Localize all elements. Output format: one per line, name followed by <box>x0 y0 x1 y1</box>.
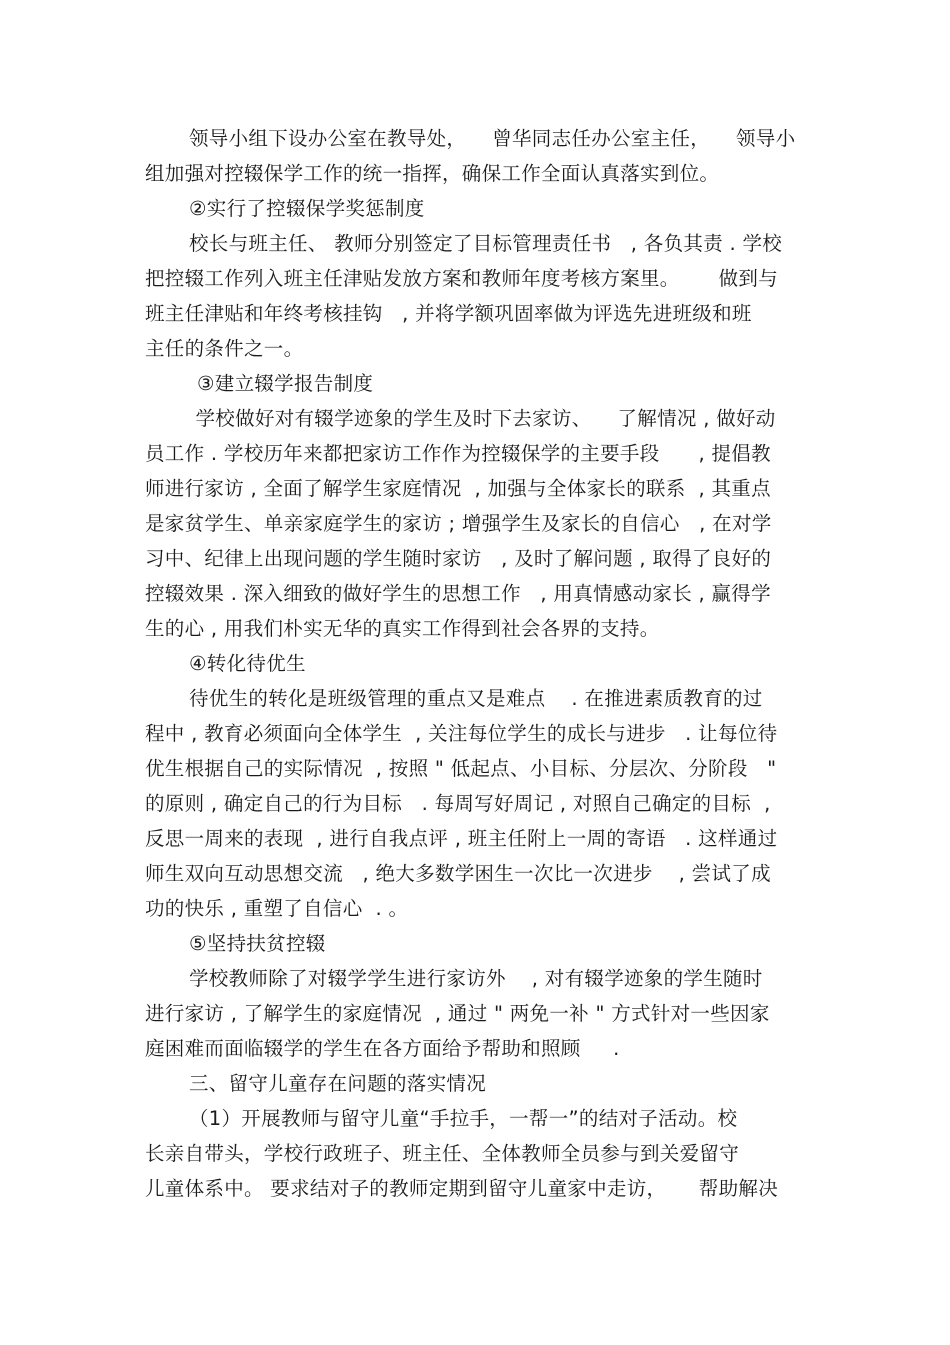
text-line: 师进行家访 , 全面了解学生家庭情况 , 加强与全体家长的联系 , 其重点 <box>145 477 771 500</box>
text-line: 师生双向互动思想交流 , 绝大多数学困生一次比一次进步 , 尝试了成 <box>145 862 771 885</box>
text-line: 庭困难而面临辍学的学生在各方面给予帮助和照顾 . <box>145 1037 620 1060</box>
text-line: 班主任津贴和年终考核挂钩 , 并将学额巩固率做为评选先进班级和班 <box>145 302 752 325</box>
text-line: 学校教师除了对辍学学生进行家访外 , 对有辍学迹象的学生随时 <box>189 967 763 990</box>
text-line: 的原则 , 确定自己的行为目标 . 每周写好周记 , 对照自己确定的目标 , <box>145 792 771 815</box>
text-line: ③建立辍学报告制度 <box>197 372 374 395</box>
text-line: ④转化待优生 <box>189 652 306 675</box>
text-line: 主任的条件之一。 <box>145 337 304 360</box>
paragraph-poverty-control <box>145 961 815 1066</box>
text-line: 生的心 , 用我们朴实无华的真实工作得到社会各界的支持。 <box>145 617 660 640</box>
heading-poverty-control <box>145 926 815 961</box>
heading-transform-students <box>145 646 815 681</box>
text-line: 待优生的转化是班级管理的重点又是难点 . 在推进素质教育的过 <box>189 687 763 710</box>
paragraph-home-visits <box>145 401 815 646</box>
text-line: 习中、纪律上出现问题的学生随时家访 , 及时了解问题 , 取得了良好的 <box>145 547 772 570</box>
paragraph-office-setup <box>145 121 815 191</box>
text-line: ⑤坚持扶贫控辍 <box>189 932 326 955</box>
text-line: 控辍效果 . 深入细致的做好学生的思想工作 , 用真情感动家长 , 赢得学 <box>145 582 771 605</box>
text-line: 功的快乐 , 重塑了自信心 . 。 <box>145 897 409 920</box>
text-line: （1）开展教师与留守儿童“手拉手，一帮一”的结对子活动。校 <box>189 1107 738 1130</box>
heading-left-behind-children <box>145 1066 815 1101</box>
paragraph-pairing-activity <box>145 1101 815 1206</box>
text-line: 学校做好对有辍学迹象的学生及时下去家访、 了解情况 , 做好动 <box>189 407 776 430</box>
text-line: 三、留守儿童存在问题的落实情况 <box>189 1072 487 1095</box>
text-line: ②实行了控辍保学奖惩制度 <box>189 197 425 220</box>
text-line: 员工作 . 学校历年来都把家访工作作为控辍保学的主要手段 , 提倡教 <box>145 442 771 465</box>
text-line: 反思一周来的表现 , 进行自我点评 , 班主任附上一周的寄语 . 这样通过 <box>145 827 778 850</box>
heading-dropout-report <box>145 366 815 401</box>
text-line: 程中 , 教育必须面向全体学生 , 关注每位学生的成长与进步 . 让每位待 <box>145 722 778 745</box>
text-line: 组加强对控辍保学工作的统一指挥，确保工作全面认真落实到位。 <box>145 162 720 185</box>
heading-reward-punishment <box>145 191 815 226</box>
text-line: 长亲自带头，学校行政班子、班主任、全体教师全员参与到关爱留守 <box>145 1142 740 1165</box>
text-line: 优生根据自己的实际情况 , 按照 " 低起点、小目标、分层次、分阶段 " <box>145 757 777 780</box>
text-line: 把控辍工作列入班主任津贴发放方案和教师年度考核方案里。 做到与 <box>145 267 778 290</box>
text-line: 校长与班主任、 教师分别签定了目标管理责任书 , 各负其责 . 学校 <box>189 232 783 255</box>
text-line: 儿童体系中。 要求结对子的教师定期到留守儿童家中走访， 帮助解决 <box>145 1177 778 1200</box>
text-line: 是家贫学生、单亲家庭学生的家访 ; 增强学生及家长的自信心 , 在对学 <box>145 512 772 535</box>
text-line: 进行家访 , 了解学生的家庭情况 , 通过 " 两免一补 " 方式针对一些因家 <box>145 1002 770 1025</box>
paragraph-transform-students <box>145 681 815 926</box>
paragraph-responsibility <box>145 226 815 366</box>
text-line: 领导小组下设办公室在教导处， 曾华同志任办公室主任， 领导小 <box>189 127 796 150</box>
